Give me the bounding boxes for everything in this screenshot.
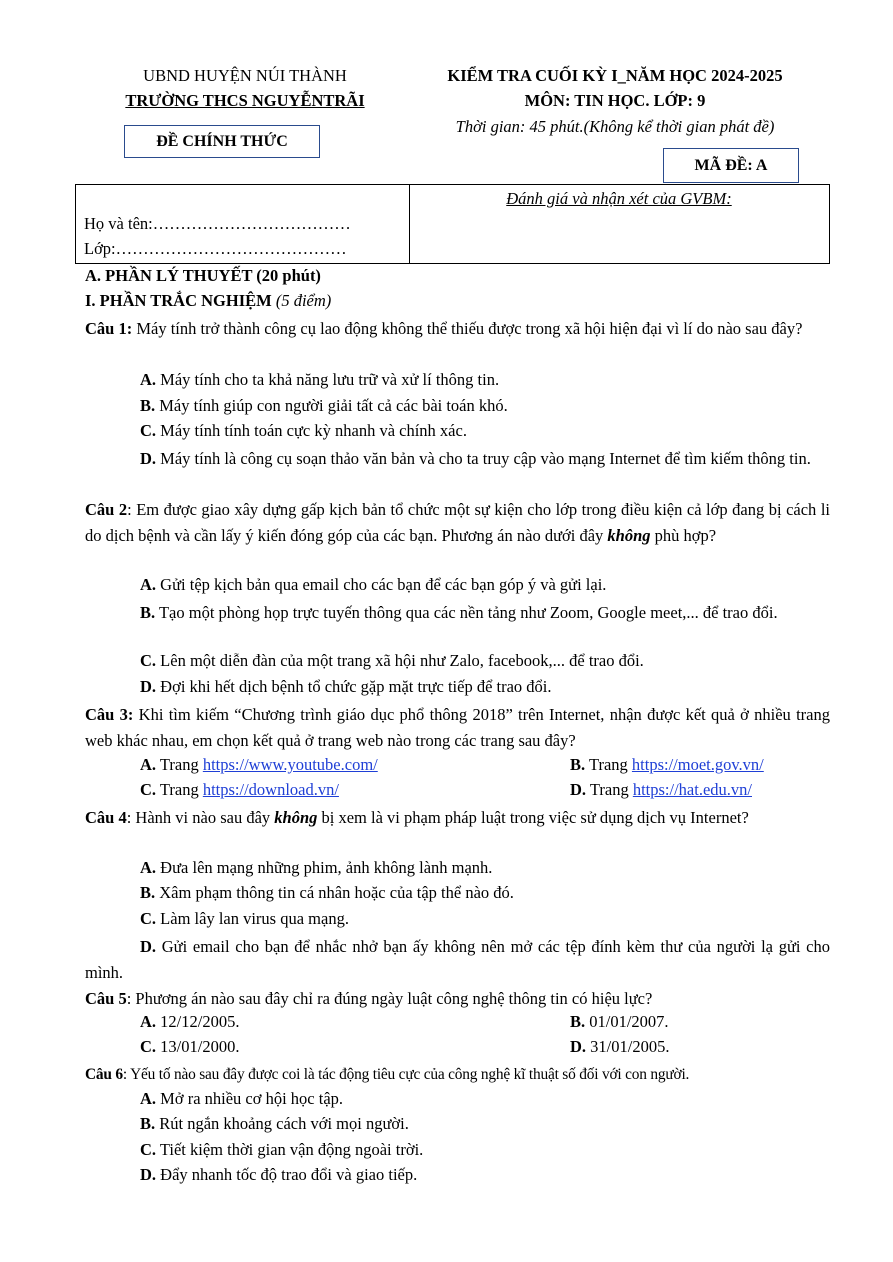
- question-2: Câu 2: Em được giao xây dựng gấp kịch bản tổ chức một sự kiện cho lớp trong điều kiện cả lớp đang bị cách li do dịch bệnh và cần lấy ý kiến đóng góp của các bạn. Phương án nào dưới đây không phù hợp?: [85, 500, 830, 545]
- exam-title: KIỂM TRA CUỐI KỲ I_NĂM HỌC 2024-2025: [447, 66, 783, 85]
- q4-option-a[interactable]: A. Đưa lên mạng những phim, ảnh không lành mạnh.: [140, 858, 493, 877]
- question-6-text: : Yếu tố nào sau đây được coi là tác động tiêu cực của công nghệ kĩ thuật số đối với con người.: [122, 1066, 690, 1083]
- section-1-title: [85, 291, 331, 311]
- q5-option-c[interactable]: C. 13/01/2000.: [140, 1037, 240, 1056]
- q6-option-d[interactable]: D. Đẩy nhanh tốc độ trao đổi và giao tiếp.: [140, 1165, 418, 1184]
- official-exam-label: ĐỀ CHÍNH THỨC: [156, 133, 288, 150]
- q1-option-b[interactable]: B. Máy tính giúp con người giải tất cả các bài toán khó.: [140, 396, 508, 415]
- q3-link-c[interactable]: https://download.vn/: [202, 780, 339, 799]
- q1-option-c[interactable]: C. Máy tính tính toán cực kỳ nhanh và chính xác.: [140, 421, 467, 440]
- q3-option-b[interactable]: B. Trang https://moet.gov.vn/: [570, 755, 764, 774]
- question-2-emphasis: không: [607, 525, 651, 545]
- q1-option-d[interactable]: D. Máy tính là công cụ soạn thảo văn bản và cho ta truy cập vào mạng Internet để tìm kiếm thông tin.: [140, 449, 811, 468]
- q6-option-c[interactable]: C. Tiết kiệm thời gian vận động ngoài trời.: [140, 1140, 424, 1159]
- question-2-label: Câu 2: [85, 500, 128, 519]
- section-1-points: (5 điểm): [275, 291, 332, 310]
- question-4-label: Câu 4: [85, 808, 127, 827]
- q2-option-b[interactable]: B. Tạo một phòng họp trực tuyến thông qua các nền tảng như Zoom, Google meet,... để trao đổi.: [140, 603, 778, 622]
- official-exam-box: [124, 125, 320, 158]
- question-5-label: Câu 5: [85, 989, 127, 1008]
- q3-link-b[interactable]: https://moet.gov.vn/: [631, 755, 764, 774]
- q6-option-a[interactable]: A. Mở ra nhiều cơ hội học tập.: [140, 1089, 344, 1108]
- q3-option-d[interactable]: D. Trang https://hat.edu.vn/: [570, 780, 752, 799]
- q3-link-d[interactable]: https://hat.edu.vn/: [632, 780, 752, 799]
- question-3: [85, 702, 830, 753]
- q4-option-c[interactable]: C. Làm lây lan virus qua mạng.: [140, 909, 349, 928]
- question-6: [85, 1062, 830, 1088]
- question-1-label: Câu 1:: [85, 319, 133, 338]
- q2-option-d[interactable]: D. Đợi khi hết dịch bệnh tổ chức gặp mặt trực tiếp để trao đổi.: [140, 677, 552, 696]
- q5-option-a[interactable]: A. 12/12/2005.: [140, 1012, 240, 1031]
- question-5: [85, 986, 830, 1012]
- exam-code-box: [663, 148, 799, 183]
- question-3-label: Câu 3:: [85, 705, 134, 724]
- student-name-field[interactable]: Họ và tên:………………………………: [84, 214, 351, 233]
- section-a-title: A. PHẦN LÝ THUYẾT (20 phút): [85, 266, 321, 285]
- question-4: Câu 4: Hành vi nào sau đây không bị xem là vi phạm pháp luật trong việc sử dụng dịch vụ Internet?: [85, 808, 749, 827]
- q6-option-b[interactable]: B. Rút ngắn khoảng cách với mọi người.: [140, 1114, 409, 1133]
- exam-duration: Thời gian: 45 phút.(Không kể thời gian phát đề): [455, 117, 775, 136]
- question-5-text: : Phương án nào sau đây chỉ ra đúng ngày luật công nghệ thông tin có hiệu lực?: [126, 989, 653, 1008]
- q3-option-a[interactable]: A. Trang https://www.youtube.com/: [140, 755, 378, 774]
- q1-option-a[interactable]: A. Máy tính cho ta khả năng lưu trữ và xử lí thông tin.: [140, 370, 500, 389]
- q5-option-d[interactable]: D. 31/01/2005.: [570, 1037, 670, 1056]
- section-1-label: I. PHẦN TRẮC NGHIỆM: [85, 291, 272, 310]
- question-1: [85, 316, 830, 342]
- q2-option-a[interactable]: A. Gửi tệp kịch bản qua email cho các bạn để các bạn góp ý và gửi lại.: [140, 575, 607, 594]
- school-name: TRƯỜNG THCS NGUYỄNTRÃI: [125, 91, 365, 110]
- q4-option-b[interactable]: B. Xâm phạm thông tin cá nhân hoặc của tập thể nào đó.: [140, 883, 514, 902]
- student-info-table: [75, 184, 830, 264]
- question-6-label: Câu 6: [85, 1066, 123, 1083]
- question-4-emphasis: không: [274, 808, 318, 827]
- student-class-field[interactable]: Lớp:……………………………………: [84, 239, 347, 258]
- q4-option-d[interactable]: D. Gửi email cho bạn để nhắc nhở bạn ấy không nên mở các tệp đính kèm thư của người lạ gửi cho mình.: [85, 937, 830, 982]
- q3-link-a[interactable]: https://www.youtube.com/: [202, 755, 378, 774]
- exam-code-label: MÃ ĐỀ: A: [694, 157, 768, 174]
- q3-option-c[interactable]: C. Trang https://download.vn/: [140, 780, 339, 799]
- q5-option-b[interactable]: B. 01/01/2007.: [570, 1012, 669, 1031]
- district-name: UBND HUYỆN NÚI THÀNH: [143, 66, 347, 85]
- question-3-text: Khi tìm kiếm “Chương trình giáo dục phổ thông 2018” trên Internet, nhận được kết quả ở nhiều trang web khác nhau, em chọn kết quả ở trang web nào trong các trang sau đây?: [85, 705, 830, 750]
- subject-line: MÔN: TIN HỌC. LỚP: 9: [524, 91, 706, 110]
- q2-option-c[interactable]: C. Lên một diễn đàn của một trang xã hội như Zalo, facebook,... để trao đổi.: [140, 651, 644, 670]
- question-1-text: Máy tính trở thành công cụ lao động không thể thiếu được trong xã hội hiện đại vì lí do nào sau đây?: [136, 319, 803, 338]
- teacher-evaluation-label: Đánh giá và nhận xét của GVBM:: [506, 189, 732, 208]
